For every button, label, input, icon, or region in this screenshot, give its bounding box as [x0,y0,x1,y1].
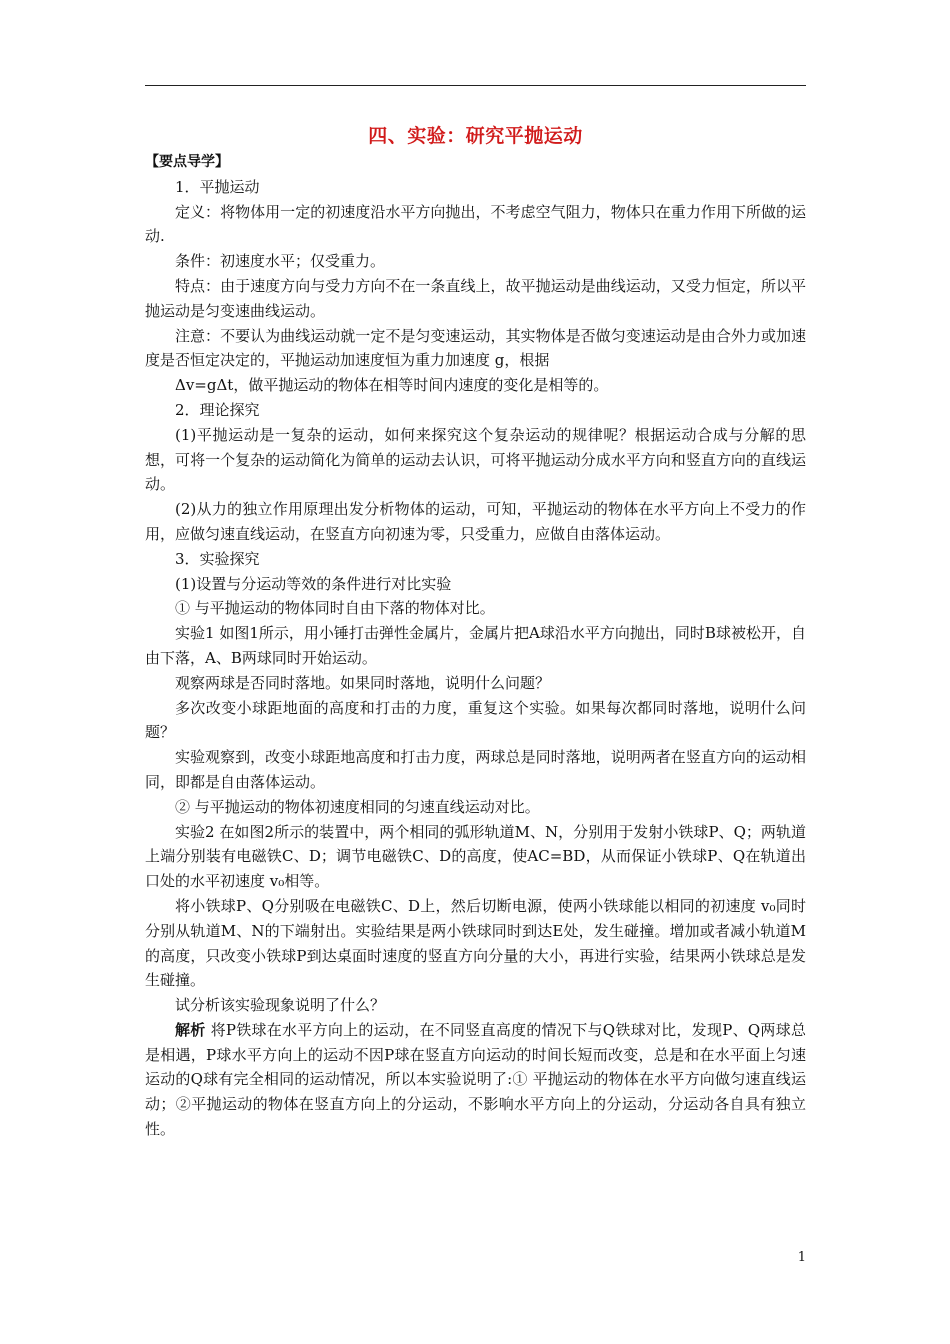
page-title: 四、实验：研究平抛运动 [368,125,583,147]
paragraph: 特点：由于速度方向与受力方向不在一条直线上，故平抛运动是曲线运动，又受力恒定，所以平抛运动是匀变速曲线运动。 [145,276,806,320]
paragraph: 注意：不要认为曲线运动就一定不是匀变速运动，其实物体是否做匀变速运动是由合外力或加速度是否恒定决定的，平抛运动加速度恒为重力加速度 g，根据 [145,326,806,370]
paragraph: 多次改变小球距地面的高度和打击的力度，重复这个实验。如果每次都同时落地，说明什么问题？ [145,698,806,742]
paragraph: 试分析该实验现象说明了什么？ [175,996,386,1015]
analysis-paragraph [145,1018,806,1142]
document-body [145,150,806,1142]
page-number: 1 [797,1250,806,1265]
paragraph: Δv=gΔt，做平抛运动的物体在相等时间内速度的变化是相等的。 [175,376,609,395]
paragraph: 3．实验探究 [175,549,260,568]
analysis-label: 解析 [175,1020,206,1039]
paragraph: 实验观察到，改变小球距地高度和打击力度，两球总是同时落地，说明两者在竖直方向的运动相同，即都是自由落体运动。 [145,748,806,791]
paragraph: 2．理论探究 [175,400,260,419]
paragraph: (1)平抛运动是一复杂的运动，如何来探究这个复杂运动的规律呢？根据运动合成与分解的思想，可将一个复杂的运动简化为简单的运动去认识，可将平抛运动分成水平方向和竖直方向的直线运动。 [145,425,806,494]
paragraph: 实验2 在如图2所示的装置中，两个相同的弧形轨道M、N，分别用于发射小铁球P、Q；两轨道上端分别装有电磁铁C、D；调节电磁铁C、D的高度，使AC=BD，从而保证小铁球P、Q在轨道出口处的水平初速度 v₀相等。 [145,822,806,891]
section-heading: 【要点导学】 [145,154,229,170]
paragraph: (2)从力的独立作用原理出发分析物体的运动，可知，平抛运动的物体在水平方向上不受力的作用，应做匀速直线运动，在竖直方向初速为零，只受重力，应做自由落体运动。 [145,500,806,543]
analysis-text: 将P铁球在水平方向上的运动，在不同竖直高度的情况下与Q铁球对比，发现P、Q两球总是相遇，P球水平方向上的运动不因P球在竖直方向运动的时间长短而改变，总是和在水平面上匀速运动的Q球有完全相同的运动情况，所以本实验说明了:① 平抛运动的物体在水平方向做匀速直线运动；②平抛运动的物体在竖直方向上的分运动，不影响水平方向上的分运动，分运动各自具有独立性。 [145,1020,806,1139]
paragraph: 条件：初速度水平；仅受重力。 [175,252,386,271]
paragraph: 定义：将物体用一定的初速度沿水平方向抛出，不考虑空气阻力，物体只在重力作用下所做的运动. [145,202,806,246]
paragraph: (1)设置与分运动等效的条件进行对比实验 [175,574,452,593]
paragraph: 实验1 如图1所示，用小锤打击弹性金属片，金属片把A球沿水平方向抛出，同时B球被松开，自由下落，A、B两球同时开始运动。 [145,624,806,667]
header-rule [145,85,806,86]
paragraph: 将小铁球P、Q分别吸在电磁铁C、D上，然后切断电源，使两小铁球能以相同的初速度 v₀同时分别从轨道M、N的下端射出。实验结果是两小铁球同时到达E处，发生碰撞。增加或者减小轨道M的高度，只改变小铁球P到达桌面时速度的竖直方向分量的大小，再进行实验，结果两小铁球总是发生碰撞。 [145,896,806,990]
paragraph: ② 与平抛运动的物体初速度相同的匀速直线运动对比。 [175,797,540,816]
paragraph: 观察两球是否同时落地。如果同时落地，说明什么问题？ [175,673,551,692]
paragraph: 1．平抛运动 [175,177,260,196]
paragraph: ① 与平抛运动的物体同时自由下落的物体对比。 [175,599,495,618]
